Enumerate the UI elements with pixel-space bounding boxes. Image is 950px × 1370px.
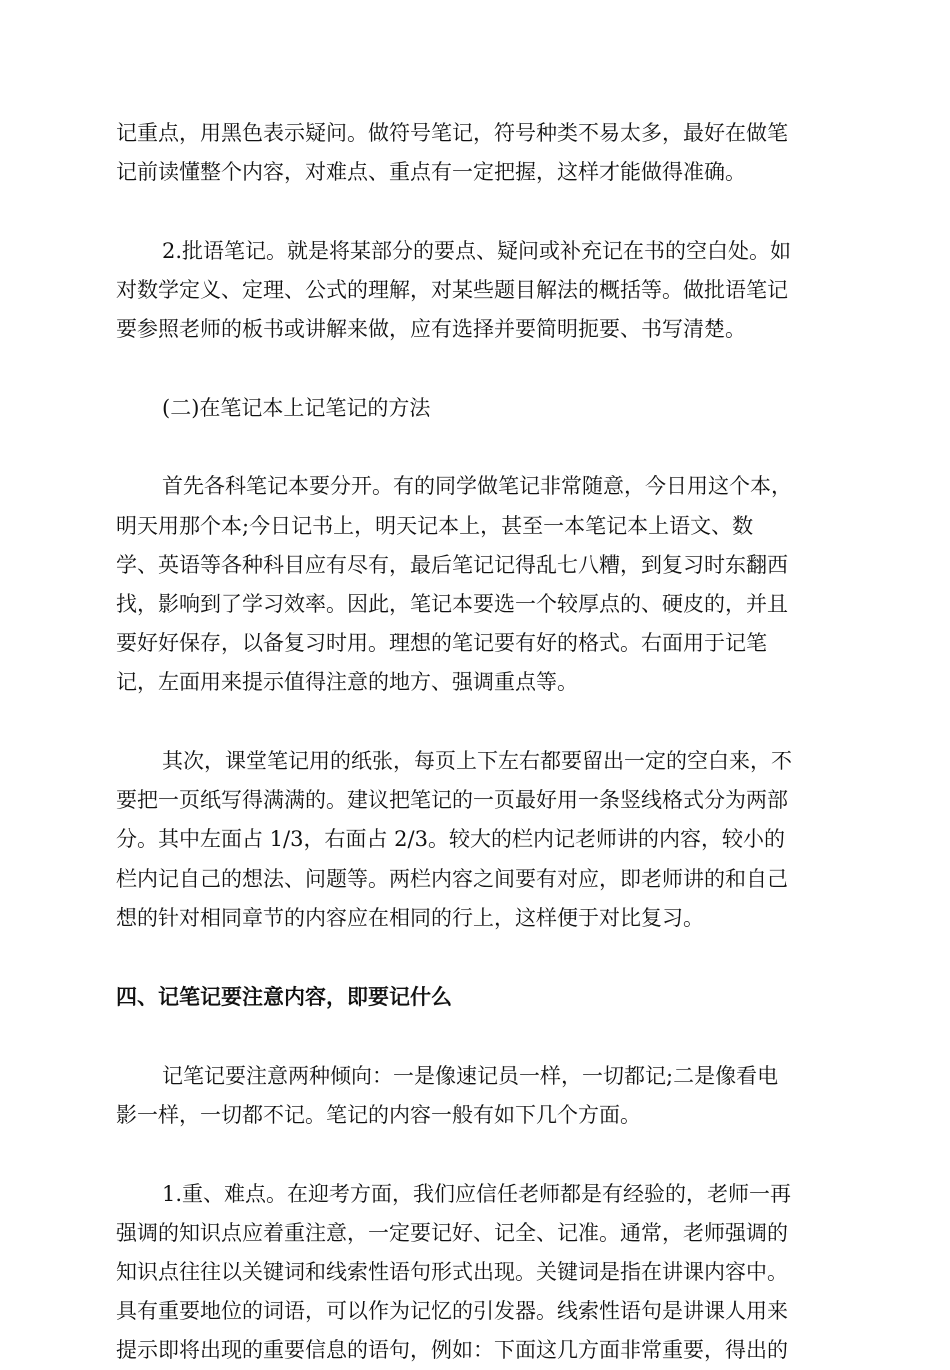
text-line: 其次，课堂笔记用的纸张，每页上下左右都要留出一定的空白来，不 <box>162 749 792 773</box>
text-line: 对数学定义、定理、公式的理解，对某些题目解法的概括等。做批语笔记 <box>116 278 788 302</box>
text-line: 知识点往往以关键词和线索性语句形式出现。关键词是指在讲课内容中。 <box>116 1260 788 1284</box>
text-line: 找，影响到了学习效率。因此，笔记本要选一个较厚点的、硬皮的，并且 <box>116 592 788 616</box>
text-line: 栏内记自己的想法、问题等。两栏内容之间要有对应，即老师讲的和自己 <box>116 867 788 891</box>
text-line: 记笔记要注意两种倾向：一是像速记员一样，一切都记;二是像看电 <box>162 1064 779 1088</box>
text-line: 影一样，一切都不记。笔记的内容一般有如下几个方面。 <box>116 1103 641 1127</box>
text-line: 学、英语等各种科目应有尽有，最后笔记记得乱七八糟，到复习时东翻西 <box>116 553 788 577</box>
text-line: 2.批语笔记。就是将某部分的要点、疑问或补充记在书的空白处。如 <box>162 239 792 263</box>
text-line: 要好好保存，以备复习时用。理想的笔记要有好的格式。右面用于记笔 <box>116 631 767 655</box>
text-line: 强调的知识点应着重注意，一定要记好、记全、记准。通常，老师强调的 <box>116 1221 788 1245</box>
subheading-text: (二)在笔记本上记笔记的方法 <box>162 396 431 420</box>
text-line: 具有重要地位的词语，可以作为记忆的引发器。线索性语句是讲课人用来 <box>116 1299 788 1323</box>
text-line: 要参照老师的板书或讲解来做，应有选择并要简明扼要、书写清楚。 <box>116 317 746 341</box>
text-line: 记重点，用黑色表示疑问。做符号笔记，符号种类不易太多，最好在做笔 <box>116 121 788 145</box>
text-line: 记，左面用来提示值得注意的地方、强调重点等。 <box>116 670 578 694</box>
text-line: 要把一页纸写得满满的。建议把笔记的一页最好用一条竖线格式分为两部 <box>116 788 788 812</box>
text-line: 记前读懂整个内容，对难点、重点有一定把握，这样才能做得准确。 <box>116 160 746 184</box>
text-line: 分。其中左面占 1/3，右面占 2/3。较大的栏内记老师讲的内容，较小的 <box>116 827 785 851</box>
text-line: 首先各科笔记本要分开。有的同学做笔记非常随意，今日用这个本， <box>162 474 792 498</box>
text-line: 明天用那个本;今日记书上，明天记本上，甚至一本笔记本上语文、数 <box>116 514 754 538</box>
section-heading-text: 四、记笔记要注意内容，即要记什么 <box>116 985 452 1009</box>
text-line: 提示即将出现的重要信息的语句，例如：下面这几方面非常重要，得出的 <box>116 1338 788 1362</box>
text-line: 想的针对相同章节的内容应在相同的行上，这样便于对比复习。 <box>116 906 704 930</box>
text-line: 1.重、难点。在迎考方面，我们应信任老师都是有经验的，老师一再 <box>162 1182 792 1206</box>
